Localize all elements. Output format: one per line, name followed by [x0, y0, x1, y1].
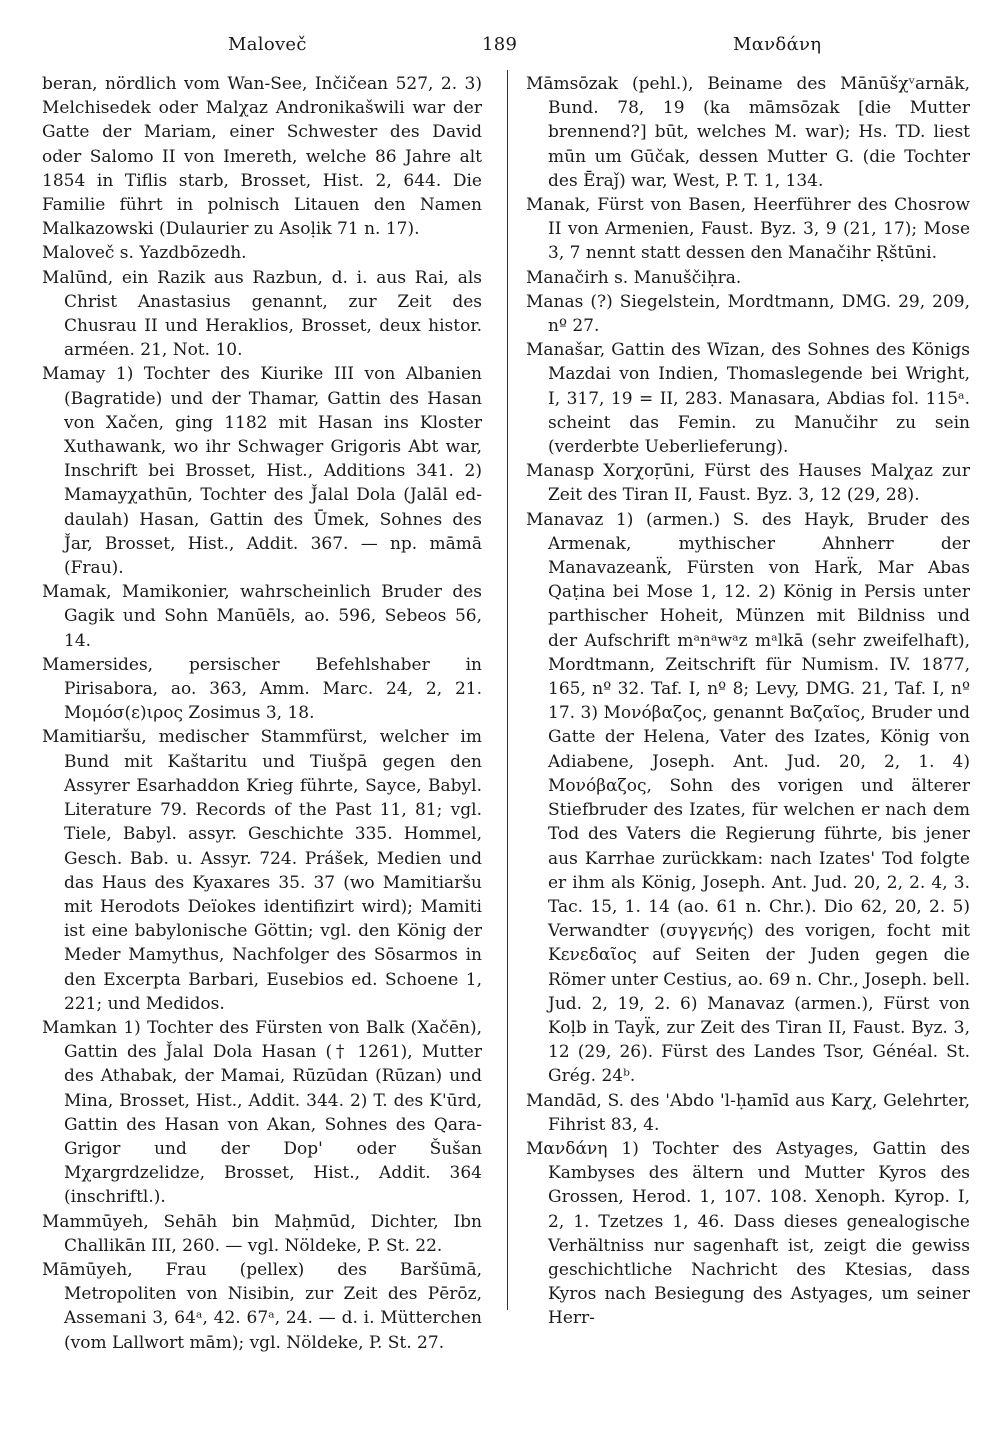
left-column — [42, 72, 482, 1355]
right-column — [526, 72, 970, 1331]
entry-maloved: Maloveč s. Yazdbōzedh. — [42, 243, 247, 264]
column-divider — [507, 70, 508, 1310]
entry-continuation: beran, nördlich vom Wan-See, Inčičean 527, 2. 3) Melchisedek oder Malχaz Andronikašwili war der Gatte der Mariam, einer Schwester des David oder Salomo II von Imereth, welche 86 Jahre alt 1854 in Tiflis starb, Brosset, Hist. 2, 644. Die Familie führt in polnisch Litauen den Namen Malkazowski (Dulaurier zu Asoḷik 71 n. 17). — [42, 74, 482, 240]
entry-mandane: Μανδάνη 1) Tochter des Astyages, Gattin des Kambyses des ältern und Mutter Kyros des Grossen, Herod. 1, 107. 108. Xenoph. Kyrop. I, 2, 1. Tzetzes 1, 46. Dass dieses genealogische Verhältniss nur sagenhaft ist, zeigt die gewiss geschichtliche Nachricht des Ktesias, dass Kyros nach Besiegung des Astyages, um seiner Herr- — [526, 1138, 970, 1329]
entry-manas: Manas (?) Siegelstein, Mordtmann, DMG. 29, 209, nº 27. — [526, 291, 970, 337]
entry-mamak: Mamak, Mamikonier, wahrscheinlich Bruder des Gagik und Sohn Manūēls, ao. 596, Sebeos 56, 14. — [42, 582, 482, 651]
entry-mamsozak: Māmsōzak (pehl.), Beiname des Mānūšχᵛarnāk, Bund. 78, 19 (ka māmsōzak [die Mutter brennend?] būt, welches M. war); Hs. TD. liest mūn um Gūčak, dessen Mutter G. (die Tochter des Ēraǰ) war, West, P. T. 1, 134. — [526, 74, 970, 191]
entry-malund: Malūnd, ein Razik aus Razbun, d. i. aus Rai, als Christ Anastasius genannt, zur Zeit des Chusrau II und Heraklios, Brosset, deux histor. arméen. 21, Not. 10. — [42, 267, 482, 361]
entry-mamitiarsu: Mamitiaršu, medischer Stammfürst, welcher im Bund mit Kaštaritu und Tiušpā gegen den Assyrer Esarhaddon Krieg führte, Sayce, Babyl. Literature 79. Records of the Past 11, 81; vgl. Tiele, Babyl. assyr. Geschichte 335. Hommel, Gesch. Bab. u. Assyr. 724. Prášek, Medien und das Haus des Kyaxares 35. 37 (wo Mamitiaršu mit Herodots Deïokes identifizirt wird); Mamiti ist eine babylonische Göttin; vgl. den König der Meder Mamythus, Nachfolger des Sōsarmos in den Excerpta Barbari, Eusebios ed. Schoene 1, 221; und Medidos. — [42, 727, 482, 1014]
entry-mamuyeh: Māmūyeh, Frau (pellex) des Baršūmā, Metropoliten von Nisibin, zur Zeit des Pērōz, Assemani 3, 64ᵃ, 42. 67ᵃ, 24. — d. i. Mütterchen (vom Lallwort mām); vgl. Nöldeke, P. St. 27. — [42, 1259, 482, 1353]
entry-mammuyeh: Mammūyeh, Sehāh bin Maḥmūd, Dichter, Ibn Challikān III, 260. — vgl. Nöldeke, P. St. 22. — [42, 1211, 482, 1256]
entry-mamay: Mamay 1) Tochter des Kiurike III von Albanien (Bagratide) und der Thamar, Gattin des Hasan von Xačen, ging 1182 mit Hasan ins Kloster Xuthawank, wo ihr Schwager Grigoris Abt war, Inschrift bei Brosset, Hist., Additions 341. 2) Mamayχathūn, Tochter des J̌alal Dola (Jalāl ed-daulah) Hasan, Gattin des Ūmek, Sohnes des J̌ar, Brosset, Hist., Addit. 367. — np. māmā (Frau). — [42, 364, 482, 579]
page-number: 189 — [482, 34, 518, 55]
entry-manak: Manak, Fürst von Basen, Heerführer des Chosrow II von Armenien, Faust. Byz. 3, 9 (21, 17); Mose 3, 7 nennt statt dessen den Manačihr Ṛštūni. — [526, 195, 970, 264]
entry-manasar: Manašar, Gattin des Wīzan, des Sohnes des Königs Mazdai von Indien, Thomaslegende bei Wright, I, 317, 19 = II, 283. Manasara, Abdias fol. 115ᵃ. scheint das Femin. zu Manučihr zu sein (verderbte Ueberlieferung). — [526, 340, 970, 458]
entry-manavaz: Manavaz 1) (armen.) S. des Hayk, Bruder des Armenak, mythischer Ahnherr der Manavazeank̈, Fürsten von Hark̈, Mar Abas Qaṭina bei Mose 1, 12. 2) König in Persis unter parthischer Hoheit, Münzen mit Bildniss und der Aufschrift mᵃnᵃwᵃz mᵃlkā (sehr zweifelhaft), Mordtmann, Zeitschrift für Numism. IV. 1877, 165, nº 32. Taf. I, nº 8; Levy, DMG. 21, Taf. I, nº 17. 3) Μονόβαζος, genannt Βαζαῖος, Bruder und Gatte der Helena, Vater des Izates, König von Adiabene, Joseph. Ant. Jud. 20, 2, 1. 4) Μονόβαζος, Sohn des vorigen und älterer Stiefbruder des Izates, für welchen er nach dem Tod des Vaters die Regierung führte, bis jener aus Karrhae zurückkam: nach Izates' Tod folgte er ihm als König, Joseph. Ant. Jud. 20, 2, 2. 4, 3. Tac. 15, 1. 14 (ao. 61 n. Chr.). Dio 62, 20, 2. 5) Verwandter (συγγενής) des vorigen, focht mit Κενεδαῖος auf Seiten der Juden gegen die Römer unter Cestius, ao. 69 n. Chr., Joseph. bell. Jud. 2, 19, 2. 6) Manavaz (armen.), Fürst von Koḷb in Tayk̈, zur Zeit des Tiran II, Faust. Byz. 3, 12 (29, 26). Fürst des Landes Tsor, Généal. St. Grég. 24ᵇ. — [526, 509, 970, 1087]
entry-manasp: Manasp Xorχoṛūni, Fürst des Hauses Malχaz zur Zeit des Tiran II, Faust. Byz. 3, 12 (29, 28). — [526, 461, 970, 506]
header-left-keyword: Maloveč — [228, 34, 307, 55]
running-header — [0, 30, 1000, 60]
entry-mamkan: Mamkan 1) Tochter des Fürsten von Balk (Xačēn), Gattin des J̌alal Dola Hasan († 1261), Mutter des Athabak, der Mamai, Rūzūdan (Rūzan) und Mina, Brosset, Hist., Addit. 344. 2) T. des K'ūrd, Gattin des Hasan von Akan, Sohnes des Qara-Grigor und der Dop' oder Šušan Mχargrdzelidze, Brosset, Hist., Addit. 364 (inschriftl.). — [42, 1017, 482, 1208]
entry-mandad: Mandād, S. des 'Abdo 'l-ḥamīd aus Karχ, Gelehrter, Fihrist 83, 4. — [526, 1090, 970, 1135]
entry-mamersides: Mamersides, persischer Befehlshaber in Pirisabora, ao. 363, Amm. Marc. 24, 2, 21. Μομόσ(ε)ιρος Zosimus 3, 18. — [42, 654, 482, 724]
header-right-keyword: Μανδάνη — [733, 34, 822, 55]
entry-manacirh: Manačirh s. Manuščiḥra. — [526, 267, 742, 288]
